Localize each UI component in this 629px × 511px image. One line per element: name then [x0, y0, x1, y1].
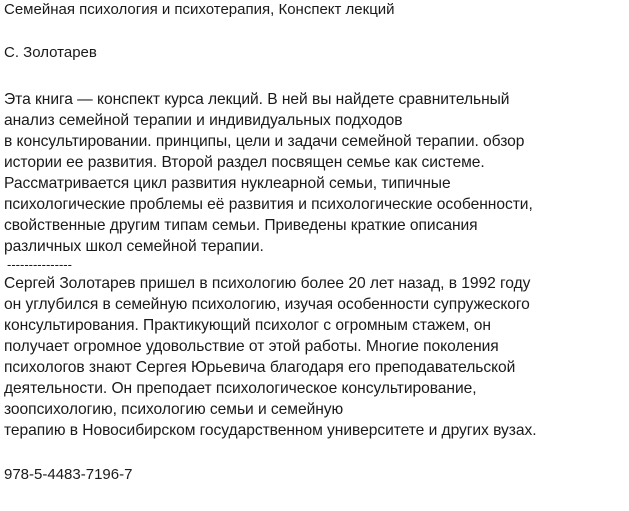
description-line: Рассматривается цикл развития нуклеарной семьи, типичные [4, 175, 451, 192]
description-line: анализ семейной терапии и индивидуальных подходов [4, 112, 403, 129]
description-line: Эта книга — конспект курса лекций. В ней вы найдете сравнительный [4, 91, 510, 108]
description-line: истории ее развития. Второй раздел посвящен семье как системе. [4, 154, 485, 171]
description-line: в консультировании. принципы, цели и задачи семейной терапии. обзор [4, 133, 525, 150]
author-bio-line: он углубился в семейную психологию, изучая особенности супружеского [4, 296, 530, 313]
document-page [4, 0, 628, 485]
author-bio-line: консультирования. Практикующий психолог с огромным стажем, он [4, 317, 491, 334]
author-bio-line: терапию в Новосибирском государственном университете и других вузах. [4, 422, 537, 439]
isbn-number: 978-5-4483-7196-7 [4, 466, 133, 483]
author-bio-line: Сергей Золотарев пришел в психологию более 20 лет назад, в 1992 году [4, 275, 531, 292]
author-bio-line: зоопсихологию, психологию семьи и семейную [4, 401, 344, 418]
description-line: психологические проблемы её развития и психологические особенности, [4, 196, 533, 213]
section-divider: --------------- [7, 257, 72, 272]
description-line: различных школ семейной терапии. [4, 238, 264, 255]
author-bio-line: психологов знают Сергея Юрьевича благодаря его преподавательской [4, 359, 516, 376]
author-bio-line: деятельности. Он преподает психологическое консультирование, [4, 380, 477, 397]
book-description [4, 89, 628, 441]
description-line: свойственные другим типам семьи. Приведены краткие описания [4, 217, 478, 234]
author-bio-line: получает огромное удовольствие от этой работы. Многие поколения [4, 338, 499, 355]
book-title: Семейная психология и психотерапия, Конспект лекций [4, 1, 395, 18]
book-author: С. Золотарев [4, 44, 97, 61]
